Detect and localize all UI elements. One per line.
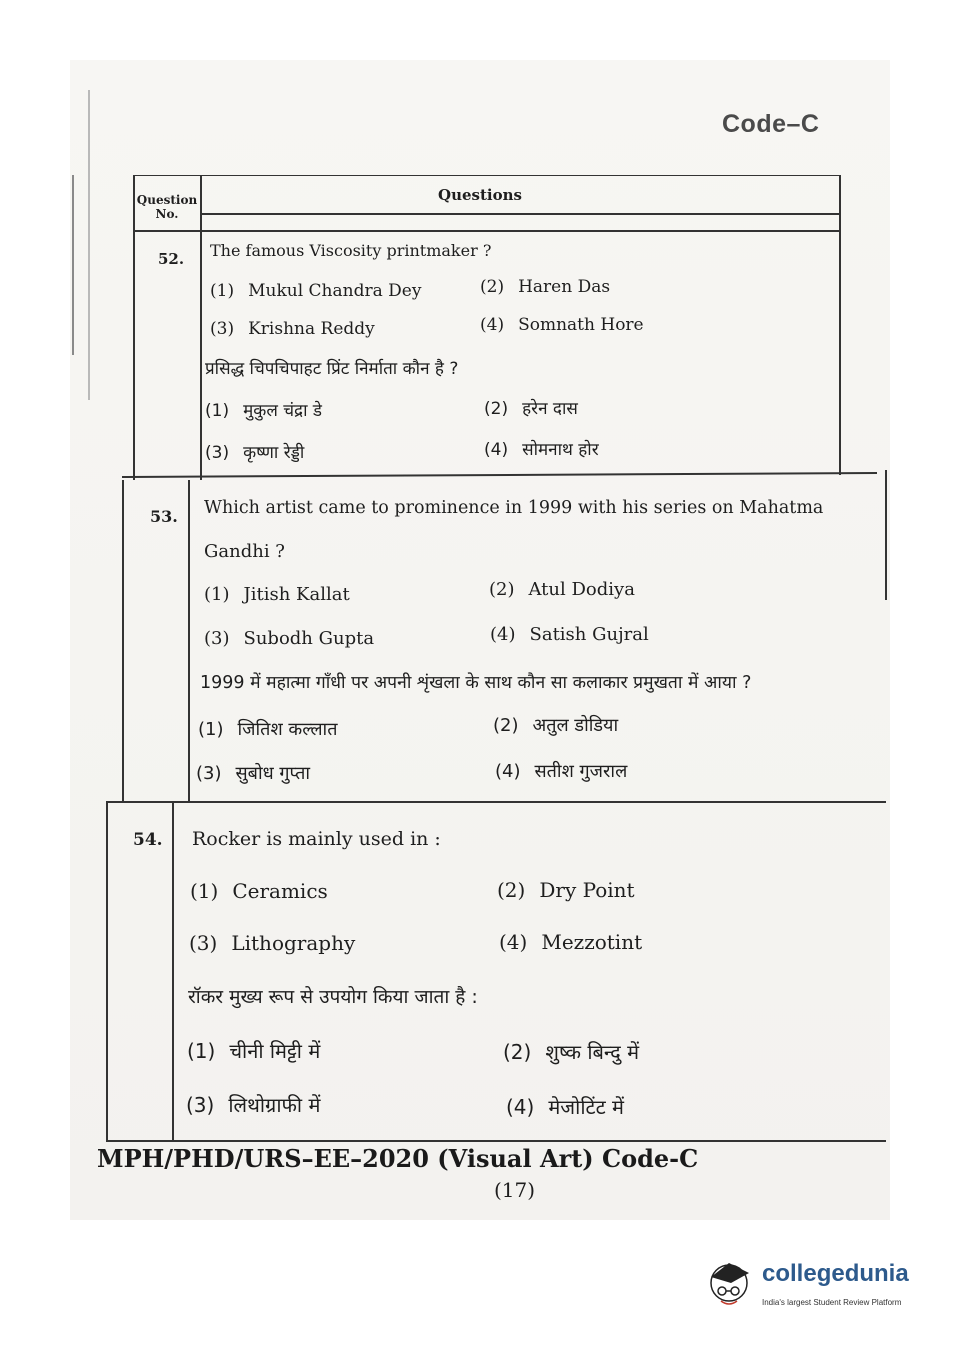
option-text: मेजोटिंट में — [548, 1095, 624, 1119]
col-header-questions: Questions — [438, 186, 522, 204]
option-text: चीनी मिट्टी में — [229, 1039, 321, 1063]
option-label: (1) — [187, 1039, 216, 1063]
brand-name: collegedunia — [762, 1260, 909, 1287]
option-text: Haren Das — [518, 277, 611, 297]
col-header-question-no — [133, 193, 201, 221]
option-label: (2) — [497, 878, 526, 902]
option-1-en — [204, 584, 350, 605]
table-divider — [172, 801, 174, 1141]
col-header-question-no-text: Question No. — [136, 193, 198, 221]
question-text-en-cont: Gandhi ? — [204, 541, 285, 562]
option-label: (3) — [205, 443, 230, 463]
option-1-hi — [205, 398, 322, 421]
option-label: (4) — [484, 440, 509, 460]
option-label: (2) — [489, 579, 515, 600]
option-label: (2) — [503, 1040, 532, 1064]
brand-tagline: India's largest Student Review Platform — [762, 1298, 902, 1307]
option-text: Atul Dodiya — [528, 579, 635, 600]
page-edge — [72, 175, 74, 355]
option-text: हरेन दास — [522, 399, 578, 419]
option-label: (4) — [495, 761, 521, 782]
option-text: Krishna Reddy — [248, 319, 375, 339]
option-1-en — [190, 879, 328, 903]
option-3-en — [204, 628, 374, 649]
option-label: (4) — [506, 1095, 535, 1119]
option-4-hi — [506, 1093, 624, 1120]
table-divider — [188, 480, 190, 802]
option-text: Subodh Gupta — [243, 628, 375, 649]
option-label: (4) — [490, 624, 516, 645]
option-label: (2) — [493, 715, 519, 736]
option-2-hi — [503, 1038, 639, 1065]
option-text: Satish Gujral — [529, 624, 649, 645]
code-label: Code–C — [722, 110, 820, 138]
question-text-hi: रॉकर मुख्य रूप से उपयोग किया जाता है : — [188, 986, 478, 1008]
option-3-hi — [205, 440, 304, 463]
question-text-en: Rocker is mainly used in : — [192, 828, 441, 850]
option-4-hi — [495, 759, 627, 783]
option-2-en — [480, 277, 610, 297]
question-number: 53. — [150, 507, 178, 526]
table-divider — [200, 213, 840, 215]
option-label: (1) — [204, 584, 230, 605]
option-text: Lithography — [231, 931, 356, 955]
option-4-en — [480, 315, 644, 335]
option-3-en — [210, 319, 375, 339]
table-divider — [122, 480, 124, 802]
table-divider — [106, 801, 886, 803]
question-number: 54. — [133, 830, 163, 850]
option-2-en — [489, 579, 635, 600]
option-label: (3) — [210, 319, 235, 339]
option-3-en — [189, 931, 355, 955]
option-text: सतीश गुजराल — [534, 761, 628, 782]
table-divider — [133, 175, 135, 480]
option-2-en — [497, 878, 635, 902]
table-divider — [200, 175, 202, 480]
page-edge — [88, 90, 90, 400]
option-label: (3) — [189, 931, 218, 955]
option-label: (2) — [484, 399, 509, 419]
option-text: जितिश कल्लात — [237, 719, 338, 740]
page-number: (17) — [494, 1178, 536, 1202]
question-text-hi: प्रसिद्ध चिपचिपाहट प्रिंट निर्माता कौन है ? — [205, 359, 459, 379]
option-text: Mezzotint — [541, 930, 643, 954]
option-text: Ceramics — [232, 879, 328, 903]
option-label: (1) — [198, 719, 224, 740]
option-4-hi — [484, 437, 599, 460]
table-divider — [885, 470, 887, 600]
option-label: (3) — [204, 628, 230, 649]
exam-code-footer: MPH/PHD/URS–EE–2020 (Visual Art) Code-C — [97, 1144, 699, 1173]
option-2-hi — [484, 396, 578, 419]
option-2-hi — [493, 713, 618, 737]
option-1-en — [210, 281, 421, 301]
table-divider — [106, 801, 108, 1141]
option-label: (1) — [210, 281, 235, 301]
option-label: (2) — [480, 277, 505, 297]
option-text: कृष्णा रेड्डी — [243, 443, 305, 463]
option-label: (3) — [196, 763, 222, 784]
option-text: Dry Point — [539, 878, 635, 902]
option-text: सुबोध गुप्ता — [235, 763, 310, 784]
question-text-hi: 1999 में महात्मा गाँधी पर अपनी शृंखला के साथ कौन सा कलाकार प्रमुखता में आया ? — [200, 673, 752, 693]
table-divider — [839, 175, 841, 475]
option-label: (1) — [205, 401, 230, 421]
option-label: (3) — [186, 1093, 215, 1117]
option-text: Somnath Hore — [518, 315, 644, 335]
option-label: (1) — [190, 879, 219, 903]
option-4-en — [499, 930, 642, 954]
option-label: (4) — [480, 315, 505, 335]
question-text-en: The famous Viscosity printmaker ? — [210, 241, 492, 260]
option-text: Mukul Chandra Dey — [248, 281, 422, 301]
option-4-en — [490, 624, 649, 645]
option-label: (4) — [499, 930, 528, 954]
option-3-hi — [186, 1091, 320, 1118]
option-text: Jitish Kallat — [243, 584, 350, 605]
option-3-hi — [196, 761, 310, 785]
option-1-hi — [187, 1037, 320, 1064]
option-text: लिथोग्राफी में — [228, 1093, 321, 1117]
table-divider — [106, 1140, 886, 1142]
option-text: मुकुल चंद्रा डे — [243, 401, 322, 421]
option-text: सोमनाथ होर — [522, 440, 599, 460]
question-number: 52. — [158, 250, 185, 268]
table-divider — [133, 230, 840, 232]
option-text: शुष्क बिन्दु में — [545, 1040, 640, 1064]
question-text-en: Which artist came to prominence in 1999 with his series on Mahatma — [204, 498, 824, 518]
option-text: अतुल डोडिया — [532, 715, 619, 736]
option-1-hi — [198, 717, 337, 741]
